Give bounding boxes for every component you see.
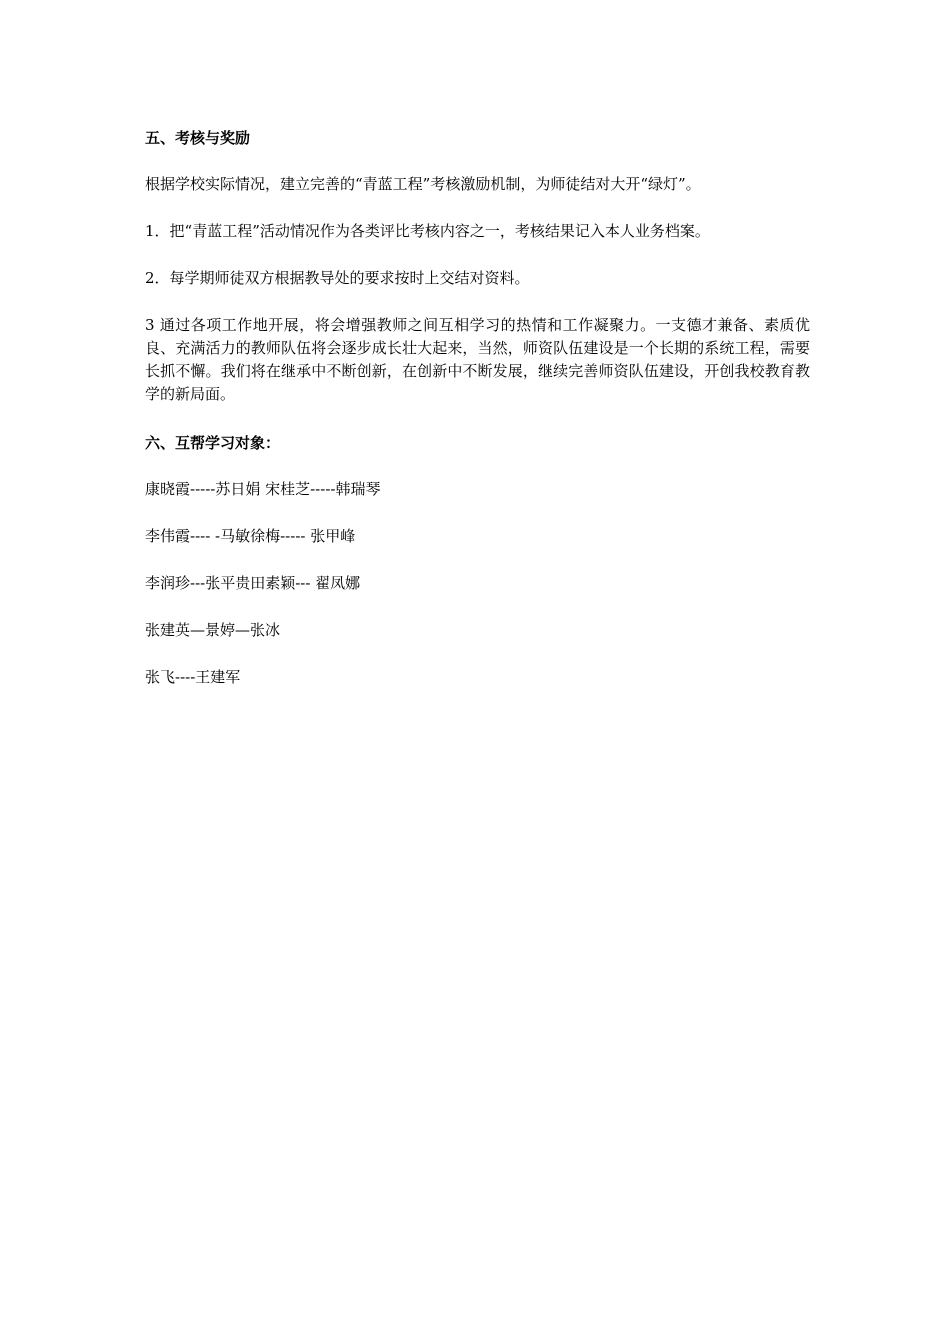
pair-line-1: 康晓霞-----苏日娟 宋桂芝-----韩瑞琴 xyxy=(145,480,381,498)
section-5-item-2: 2．每学期师徒双方根据教导处的要求按时上交结对资料。 xyxy=(145,269,530,287)
section-5-item-1: 1．把“青蓝工程”活动情况作为各类评比考核内容之一，考核结果记入本人业务档案。 xyxy=(145,222,710,240)
section-5-intro: 根据学校实际情况，建立完善的“青蓝工程”考核激励机制，为师徒结对大开“绿灯”。 xyxy=(145,175,701,193)
section-5-item-3: 3 通过各项工作地开展，将会增强教师之间互相学习的热情和工作凝聚力。一支德才兼备、素质优良、充满活力的教师队伍将会逐步成长壮大起来，当然，师资队伍建设是一个长期的系统工程，需要长抓不懈。我们将在继承中不断创新，在创新中不断发展，继续完善师资队伍建设，开创我校教育教学的新局面。 xyxy=(145,316,810,403)
section-5-heading: 五、考核与奖励 xyxy=(145,129,251,147)
pair-line-3: 李润珍---张平贵田素颖--- 翟凤娜 xyxy=(145,574,361,592)
section-6-heading: 六、互帮学习对象： xyxy=(145,434,281,452)
pair-line-4: 张建英—景婷—张冰 xyxy=(145,621,281,639)
pair-line-2: 李伟霞---- -马敏徐梅----- 张甲峰 xyxy=(145,527,356,545)
pair-line-5: 张飞----王建军 xyxy=(145,668,241,686)
document-page xyxy=(145,126,810,713)
